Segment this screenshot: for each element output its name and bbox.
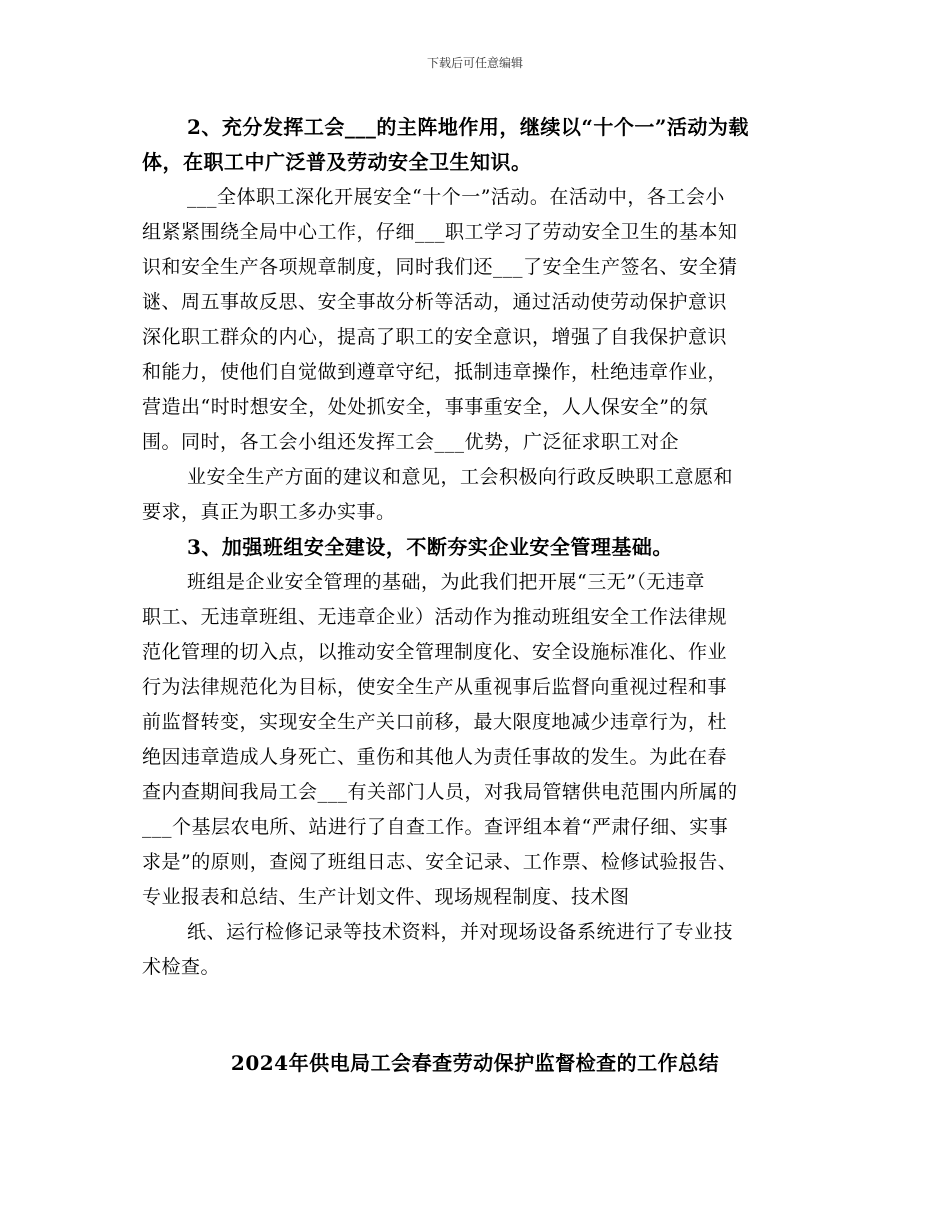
paragraph-line: 营造出“时时想安全，处处抓安全，事事重安全，人人保安全”的氛 (142, 396, 709, 418)
paragraph-line: 纸、运行检修记录等技术资料，并对现场设备系统进行了专业技 (187, 921, 734, 943)
section-heading-2-line-2: 体，在职工中广泛普及劳动安全卫生知识。 (142, 150, 532, 174)
section-heading-2-line-1: 2、充分发挥工会___的主阵地作用，继续以“十个一”活动为载 (187, 115, 749, 139)
section-heading-3: 3、加强班组安全建设，不断夯实企业安全管理基础。 (187, 535, 673, 559)
paragraph-line: 围。同时，各工会小组还发挥工会___优势，广泛征求职工对企 (142, 431, 680, 453)
paragraph-line: 专业报表和总结、生产计划文件、现场规程制度、技术图 (142, 886, 630, 908)
paragraph-line: 班组是企业安全管理的基础，为此我们把开展“三无”（无违章 (187, 571, 705, 593)
page-header: 下载后可任意编辑 (426, 56, 523, 70)
paragraph-line: 前监督转变，实现安全生产关口前移，最大限度地减少违章行为，杜 (142, 711, 728, 733)
paragraph-line: 行为法律规范化为目标，使安全生产从重视事后监督向重视过程和事 (142, 676, 728, 698)
paragraph-line: 职工、无违章班组、无违章企业）活动作为推动班组安全工作法律规 (142, 606, 728, 628)
paragraph-line: 绝因违章造成人身死亡、重伤和其他人为责任事故的发生。为此在春 (142, 746, 728, 768)
paragraph-line: 要求，真正为职工多办实事。 (142, 501, 396, 523)
paragraph-line: 谜、周五事故反思、安全事故分析等活动，通过活动使劳动保护意识 (142, 291, 728, 313)
paragraph-line: 业安全生产方面的建议和意见，工会积极向行政反映职工意愿和 (187, 466, 734, 488)
document-title: 2024年供电局工会春查劳动保护监督检查的工作总结 (230, 1051, 720, 1075)
paragraph-line: ___全体职工深化开展安全“十个一”活动。在活动中，各工会小 (187, 186, 725, 208)
document-body (142, 110, 822, 985)
paragraph-line: 识和安全生产各项规章制度，同时我们还___了安全生产签名、安全猜 (142, 256, 738, 278)
paragraph-line: 和能力，使他们自觉做到遵章守纪，抵制违章操作，杜绝违章作业， (142, 361, 728, 383)
paragraph-line: 查内查期间我局工会___有关部门人员，对我局管辖供电范围内所属的 (142, 781, 738, 803)
paragraph-line: 求是”的原则，查阅了班组日志、安全记录、工作票、检修试验报告、 (142, 851, 738, 873)
paragraph-line: 深化职工群众的内心，提高了职工的安全意识，增强了自我保护意识 (142, 326, 728, 348)
paragraph-line: ___个基层农电所、站进行了自查工作。查评组本着“严肃仔细、实事 (142, 816, 729, 838)
paragraph-line: 范化管理的切入点，以推动安全管理制度化、安全设施标准化、作业 (142, 641, 728, 663)
paragraph-line: 组紧紧围绕全局中心工作，仔细___职工学习了劳动安全卫生的基本知 (142, 221, 738, 243)
paragraph-line: 术检查。 (142, 956, 221, 978)
